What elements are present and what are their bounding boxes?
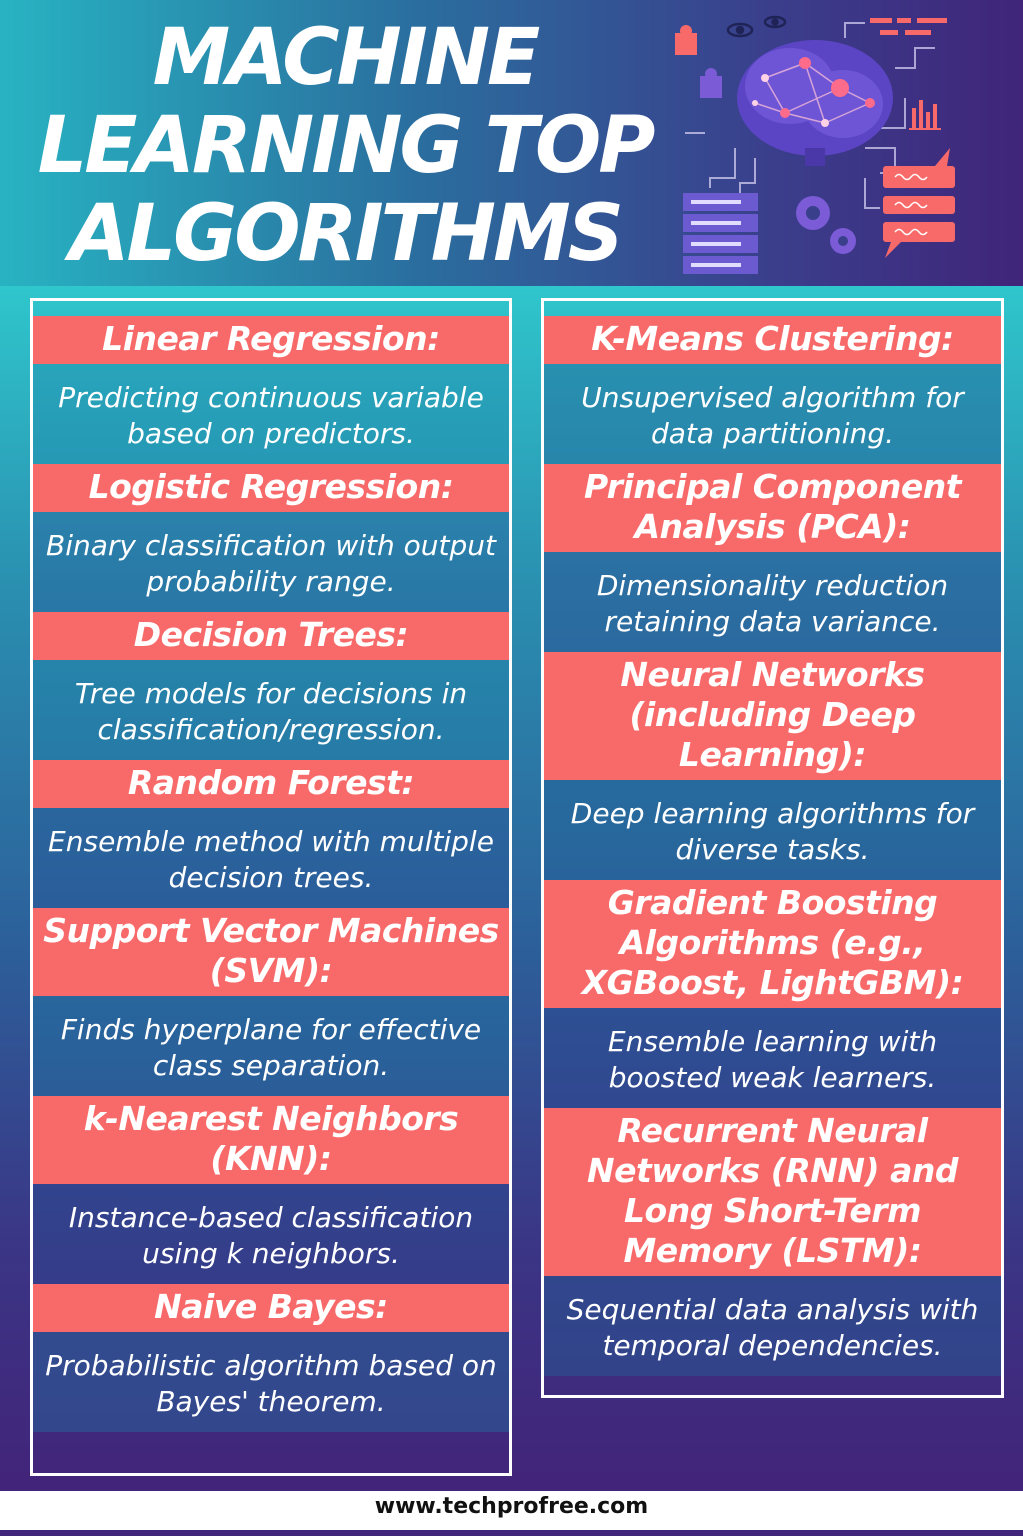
algorithm-title: K-Means Clustering: <box>544 316 1001 364</box>
algorithm-card <box>544 316 1001 464</box>
footer-bar <box>0 1530 1023 1536</box>
algorithm-card <box>544 1108 1001 1376</box>
algorithm-card <box>544 880 1001 1108</box>
algorithm-description: Probabilistic algorithm based on Bayes' theorem. <box>33 1332 509 1432</box>
algorithm-description: Predicting continuous variable based on predictors. <box>33 364 509 464</box>
bar-chart-icon <box>909 100 941 130</box>
algorithm-card <box>33 316 509 464</box>
algorithm-title: Gradient Boosting Algorithms (e.g., XGBoost, LightGBM): <box>544 880 1001 1008</box>
algorithm-card <box>33 908 509 1096</box>
eye-icon <box>728 17 785 36</box>
algorithm-title: Neural Networks (including Deep Learning): <box>544 652 1001 780</box>
chat-bubble-icon <box>883 148 955 258</box>
algorithm-description: Tree models for decisions in classification/regression. <box>33 660 509 760</box>
algorithm-description: Sequential data analysis with temporal dependencies. <box>544 1276 1001 1376</box>
algorithm-card <box>544 652 1001 880</box>
algorithm-title: Support Vector Machines (SVM): <box>33 908 509 996</box>
server-icon <box>683 193 758 274</box>
algorithm-description: Dimensionality reduction retaining data variance. <box>544 552 1001 652</box>
algorithm-card <box>33 760 509 908</box>
algorithm-description: Ensemble method with multiple decision trees. <box>33 808 509 908</box>
footer <box>0 1491 1023 1536</box>
puzzle-icon <box>675 25 722 98</box>
algorithm-description: Finds hyperplane for effective class separation. <box>33 996 509 1096</box>
algorithm-title: Linear Regression: <box>33 316 509 364</box>
algorithm-title: Logistic Regression: <box>33 464 509 512</box>
algorithm-title: Random Forest: <box>33 760 509 808</box>
footer-url[interactable]: www.techprofree.com <box>374 1494 649 1519</box>
algorithm-title: Naive Bayes: <box>33 1284 509 1332</box>
algorithm-card <box>33 464 509 612</box>
algorithm-title: Recurrent Neural Networks (RNN) and Long Short-Term Memory (LSTM): <box>544 1108 1001 1276</box>
title-line-2: LEARNING TOP <box>37 101 653 191</box>
algorithm-description: Unsupervised algorithm for data partitioning. <box>544 364 1001 464</box>
page-title <box>0 14 690 278</box>
left-column <box>30 298 512 1476</box>
algorithm-description: Deep learning algorithms for diverse tasks. <box>544 780 1001 880</box>
content-area <box>0 286 1023 1491</box>
title-line-1: MACHINE <box>152 13 538 103</box>
algorithm-card <box>33 1284 509 1432</box>
algorithm-title: k-Nearest Neighbors (KNN): <box>33 1096 509 1184</box>
algorithm-description: Instance-based classification using k neighbors. <box>33 1184 509 1284</box>
right-column <box>541 298 1004 1398</box>
algorithm-card <box>33 1096 509 1284</box>
algorithm-description: Binary classification with output probability range. <box>33 512 509 612</box>
title-line-3: ALGORITHMS <box>69 189 621 279</box>
algorithm-title: Principal Component Analysis (PCA): <box>544 464 1001 552</box>
header <box>0 0 1023 286</box>
algorithm-card <box>33 612 509 760</box>
algorithm-title: Decision Trees: <box>33 612 509 660</box>
brain-network-icon <box>665 8 965 276</box>
gear-icon <box>796 196 856 254</box>
algorithm-description: Ensemble learning with boosted weak learners. <box>544 1008 1001 1108</box>
algorithm-card <box>544 464 1001 652</box>
